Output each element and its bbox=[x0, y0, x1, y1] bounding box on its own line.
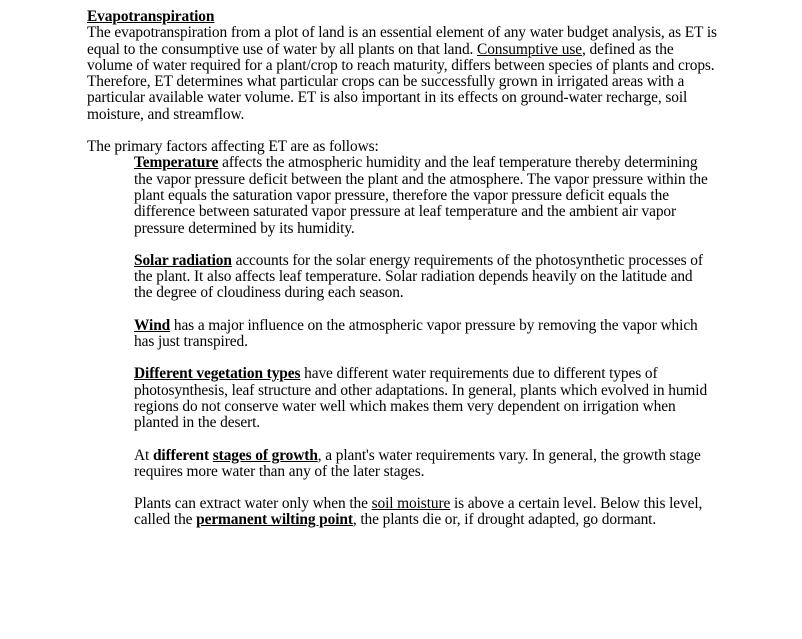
moisture-prefix: Plants can extract water only when the bbox=[134, 495, 372, 513]
temperature-text: affects the atmospheric humidity and the leaf temperature thereby determining the vapor pressure deficit between the plant and the atmosphere. The vapor pressure within the plant equals the saturation vapor pressure, therefore the vapor pressure deficit equals the difference between saturated vapor pressure at leaf temperature and the ambient air vapor pressure determined by its humidity. bbox=[134, 154, 708, 237]
wind-term: Wind bbox=[134, 316, 171, 334]
document-page bbox=[87, 9, 717, 529]
solar-radiation-term: Solar radiation bbox=[134, 251, 232, 269]
factor-wind bbox=[134, 318, 714, 351]
intro-text-1: The evapotranspiration from a plot of land is an essential element of any water budget analysis, as ET is equal to the consumptive use of water by all plants on that land. bbox=[87, 24, 717, 58]
stages-of-growth-term: stages of growth bbox=[212, 446, 318, 464]
moisture-text: , the plants die or, if drought adapted, go dormant. bbox=[352, 511, 657, 529]
factor-temperature bbox=[134, 155, 714, 236]
temperature-term: Temperature bbox=[134, 154, 219, 172]
permanent-wilting-point-term: permanent wilting point bbox=[196, 511, 353, 529]
factor-soil-moisture bbox=[134, 496, 714, 529]
wind-text: has a major influence on the atmospheric vapor pressure by removing the vapor which has just transpired. bbox=[134, 316, 698, 351]
vegetation-types-text: have different water requirements due to different types of photosynthesis, leaf structure and other adaptations. In general, plants which evolved in humid regions do not conserve water well which makes them very dependent on irrigation when planted in the desert. bbox=[134, 365, 708, 432]
document-title: Evapotranspiration bbox=[87, 8, 215, 25]
moisture-middle: is above a certain level. Below this level, called the bbox=[134, 495, 703, 529]
factor-vegetation-types bbox=[134, 366, 714, 431]
factors-list bbox=[134, 155, 714, 528]
stages-text: , a plant's water requirements vary. In general, the growth stage requires more water than any of the later stages. bbox=[134, 446, 701, 480]
vegetation-types-term: Different vegetation types bbox=[134, 365, 301, 383]
soil-moisture-term: soil moisture bbox=[371, 495, 451, 513]
factor-stages-of-growth bbox=[134, 448, 714, 481]
stages-bold: different bbox=[152, 446, 213, 464]
factor-solar-radiation bbox=[134, 253, 714, 302]
solar-radiation-text: accounts for the solar energy requirements of the photosynthetic processes of the plant. It also affects leaf temperature. Solar radiation depends heavily on the latitude and the degree of cloudiness during each season. bbox=[134, 251, 703, 302]
intro-text-2: , defined as the volume of water required for a plant/crop to reach maturity, differs between species of plants and crops. Therefore, ET determines what particular crops can be successfully grown in irrigated areas with a particular available water volume. ET is also important in its effects on ground-water recharge, soil moisture, and streamflow. bbox=[87, 40, 715, 123]
stages-prefix: At bbox=[134, 446, 153, 464]
consumptive-use-term: Consumptive use bbox=[477, 40, 582, 58]
factors-lead: The primary factors affecting ET are as follows: bbox=[87, 138, 379, 156]
intro-paragraph bbox=[87, 25, 717, 123]
